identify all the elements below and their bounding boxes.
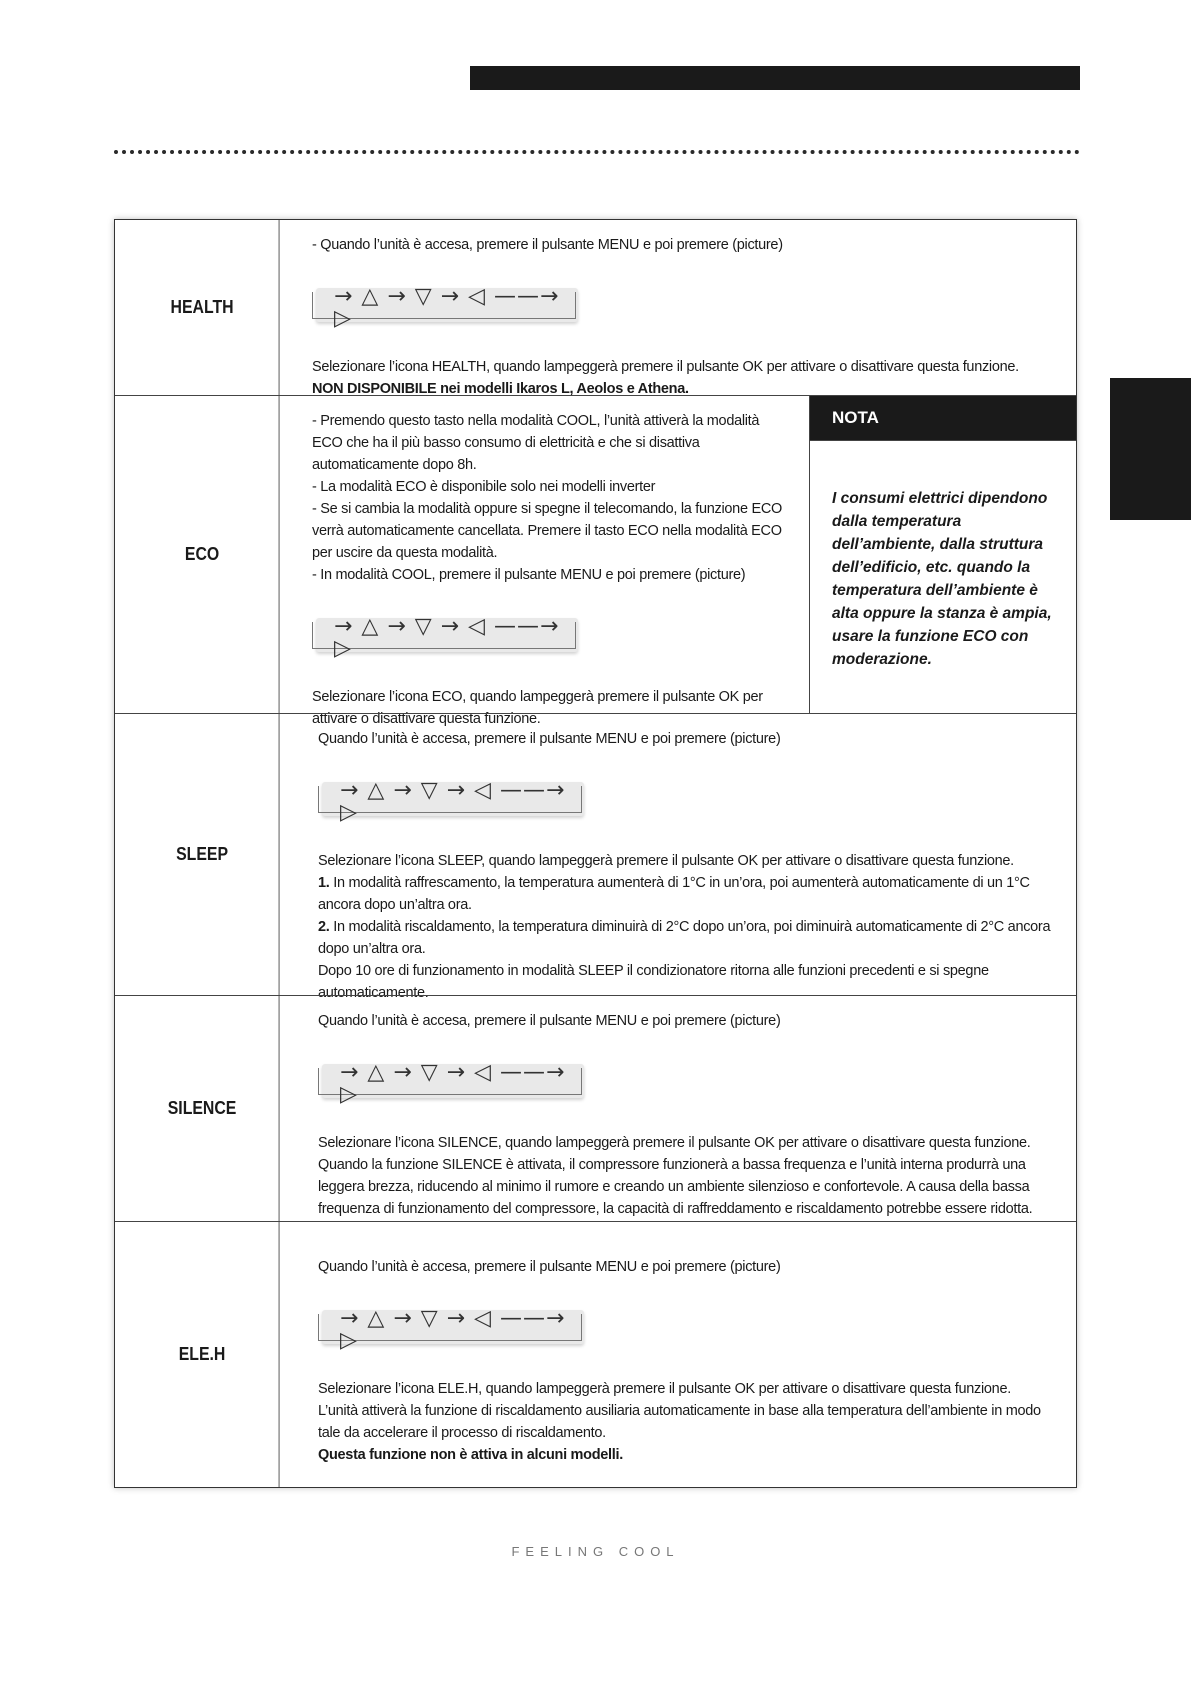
side-chapter-tab (1110, 378, 1191, 520)
list-number: 2. (318, 919, 330, 935)
select-text: Selezionare l’icona SLEEP, quando lampeggerà premere il pulsante OK per attivare o disattivare questa funzione. (318, 853, 1014, 869)
function-label: SLEEP (126, 714, 280, 995)
intro-text: Quando l’unità è accesa, premere il pulsante MENU e poi premere (picture) (318, 1259, 781, 1275)
arrow-buttons-icon: → △ → ▽ → ◁ ——→ ▷ (340, 778, 566, 825)
button-sequence-picture (312, 276, 582, 334)
dotted-separator (114, 150, 1080, 154)
function-label: HEALTH (126, 220, 280, 395)
list-number: 1. (318, 875, 330, 891)
availability-note: NON DISPONIBILE nei modelli Ikaros L, Aeolos e Athena. (312, 381, 689, 397)
function-body (290, 396, 810, 727)
eco-line: - La modalità ECO è disponibile solo nei modelli inverter (312, 479, 656, 495)
row-sleep (115, 713, 1076, 1001)
eco-line: - Premendo questo tasto nella modalità COOL, l’unità attiverà la modalità ECO che ha il più basso consumo di elettricità e che si disattiva automaticamente dopo 8h. (312, 413, 760, 473)
footer-brand: FEELING COOL (511, 1544, 680, 1559)
function-label: ELE.H (126, 1222, 280, 1487)
eco-line: - Se si cambia la modalità oppure si spegne il telecomando, la funzione ECO verrà automaticamente cancellata. Premere il tasto ECO nella modalità ECO per uscire da questa modalità. (312, 501, 782, 561)
function-body (290, 714, 1076, 1001)
button-sequence-picture (318, 1052, 588, 1110)
list-item (318, 916, 1054, 960)
closing-text: Dopo 10 ore di funzionamento in modalità SLEEP il condizionatore ritorna alle funzioni precedenti e si spegne automaticamente. (318, 963, 989, 1001)
list-text: In modalità riscaldamento, la temperatura diminuirà di 2°C dopo un’ora, poi diminuirà automaticamente di 2°C ancora dopo un’altra ora. (318, 919, 1051, 957)
intro-text: Quando l’unità è accesa, premere il pulsante MENU e poi premere (picture) (318, 731, 781, 747)
nota-title: NOTA (810, 396, 1076, 440)
row-silence (115, 995, 1076, 1221)
functions-table (114, 219, 1077, 1488)
list-item (318, 872, 1054, 916)
intro-text: Quando l’unità è accesa, premere il pulsante MENU e poi premere (picture) (318, 1013, 781, 1029)
button-sequence-picture (312, 606, 582, 664)
function-body (290, 996, 1076, 1221)
function-body (290, 1222, 1076, 1487)
select-text: Selezionare l’icona SILENCE, quando lampeggerà premere il pulsante OK per attivare o disattivare questa funzione. Quando la funzione SILENCE è attivata, il compressore funzionerà a bassa frequenza e l’unità interna produrrà una leggera brezza, riducendo al minimo il rumore e creando un ambiente silenzioso e confortevole. A causa della bassa frequenza di funzionamento del compressore, la capacità di raffreddamento e riscaldamento potrebbe essere ridotta. (318, 1135, 1033, 1217)
list-text: In modalità raffrescamento, la temperatura aumenterà di 1°C in un’ora, poi aumenterà automaticamente di un 1°C ancora dopo un’altra ora. (318, 875, 1030, 913)
nota-text: I consumi elettrici dipendono dalla temperatura dell’ambiente, dalla struttura dell’edificio, etc. quando la temperatura dell’ambiente è alta oppure la stanza è ampia, usare la funzione ECO con moderazione. (810, 440, 1076, 713)
select-text: Selezionare l’icona HEALTH, quando lampeggerà premere il pulsante OK per attivare o disattivare questa funzione. (312, 359, 1019, 375)
arrow-buttons-icon: → △ → ▽ → ◁ ——→ ▷ (340, 1306, 566, 1353)
intro-text: - Quando l’unità è accesa, premere il pulsante MENU e poi premere (picture) (312, 237, 783, 253)
row-health (115, 220, 1076, 395)
availability-note: Questa funzione non è attiva in alcuni modelli. (318, 1447, 623, 1463)
function-label: SILENCE (126, 996, 280, 1221)
nota-box (810, 396, 1076, 713)
header-bar (470, 66, 1080, 90)
select-text: Selezionare l’icona ECO, quando lampeggerà premere il pulsante OK per attivare o disattivare questa funzione. (312, 689, 763, 727)
button-sequence-picture (318, 1298, 588, 1356)
arrow-buttons-icon: → △ → ▽ → ◁ ——→ ▷ (340, 1060, 566, 1107)
function-label: ECO (126, 396, 280, 713)
button-sequence-picture (318, 770, 588, 828)
row-eco (115, 395, 1076, 727)
arrow-buttons-icon: → △ → ▽ → ◁ ——→ ▷ (334, 284, 560, 331)
function-body (290, 220, 1076, 395)
select-text: Selezionare l’icona ELE.H, quando lampeggerà premere il pulsante OK per attivare o disattivare questa funzione. (318, 1381, 1011, 1397)
description-text: L’unità attiverà la funzione di riscaldamento ausiliaria automaticamente in base alla temperatura dell’ambiente in modo tale da accelerare il processo di riscaldamento. (318, 1403, 1041, 1441)
arrow-buttons-icon: → △ → ▽ → ◁ ——→ ▷ (334, 614, 560, 661)
row-eleh (115, 1221, 1076, 1487)
eco-line: - In modalità COOL, premere il pulsante MENU e poi premere (picture) (312, 567, 746, 583)
